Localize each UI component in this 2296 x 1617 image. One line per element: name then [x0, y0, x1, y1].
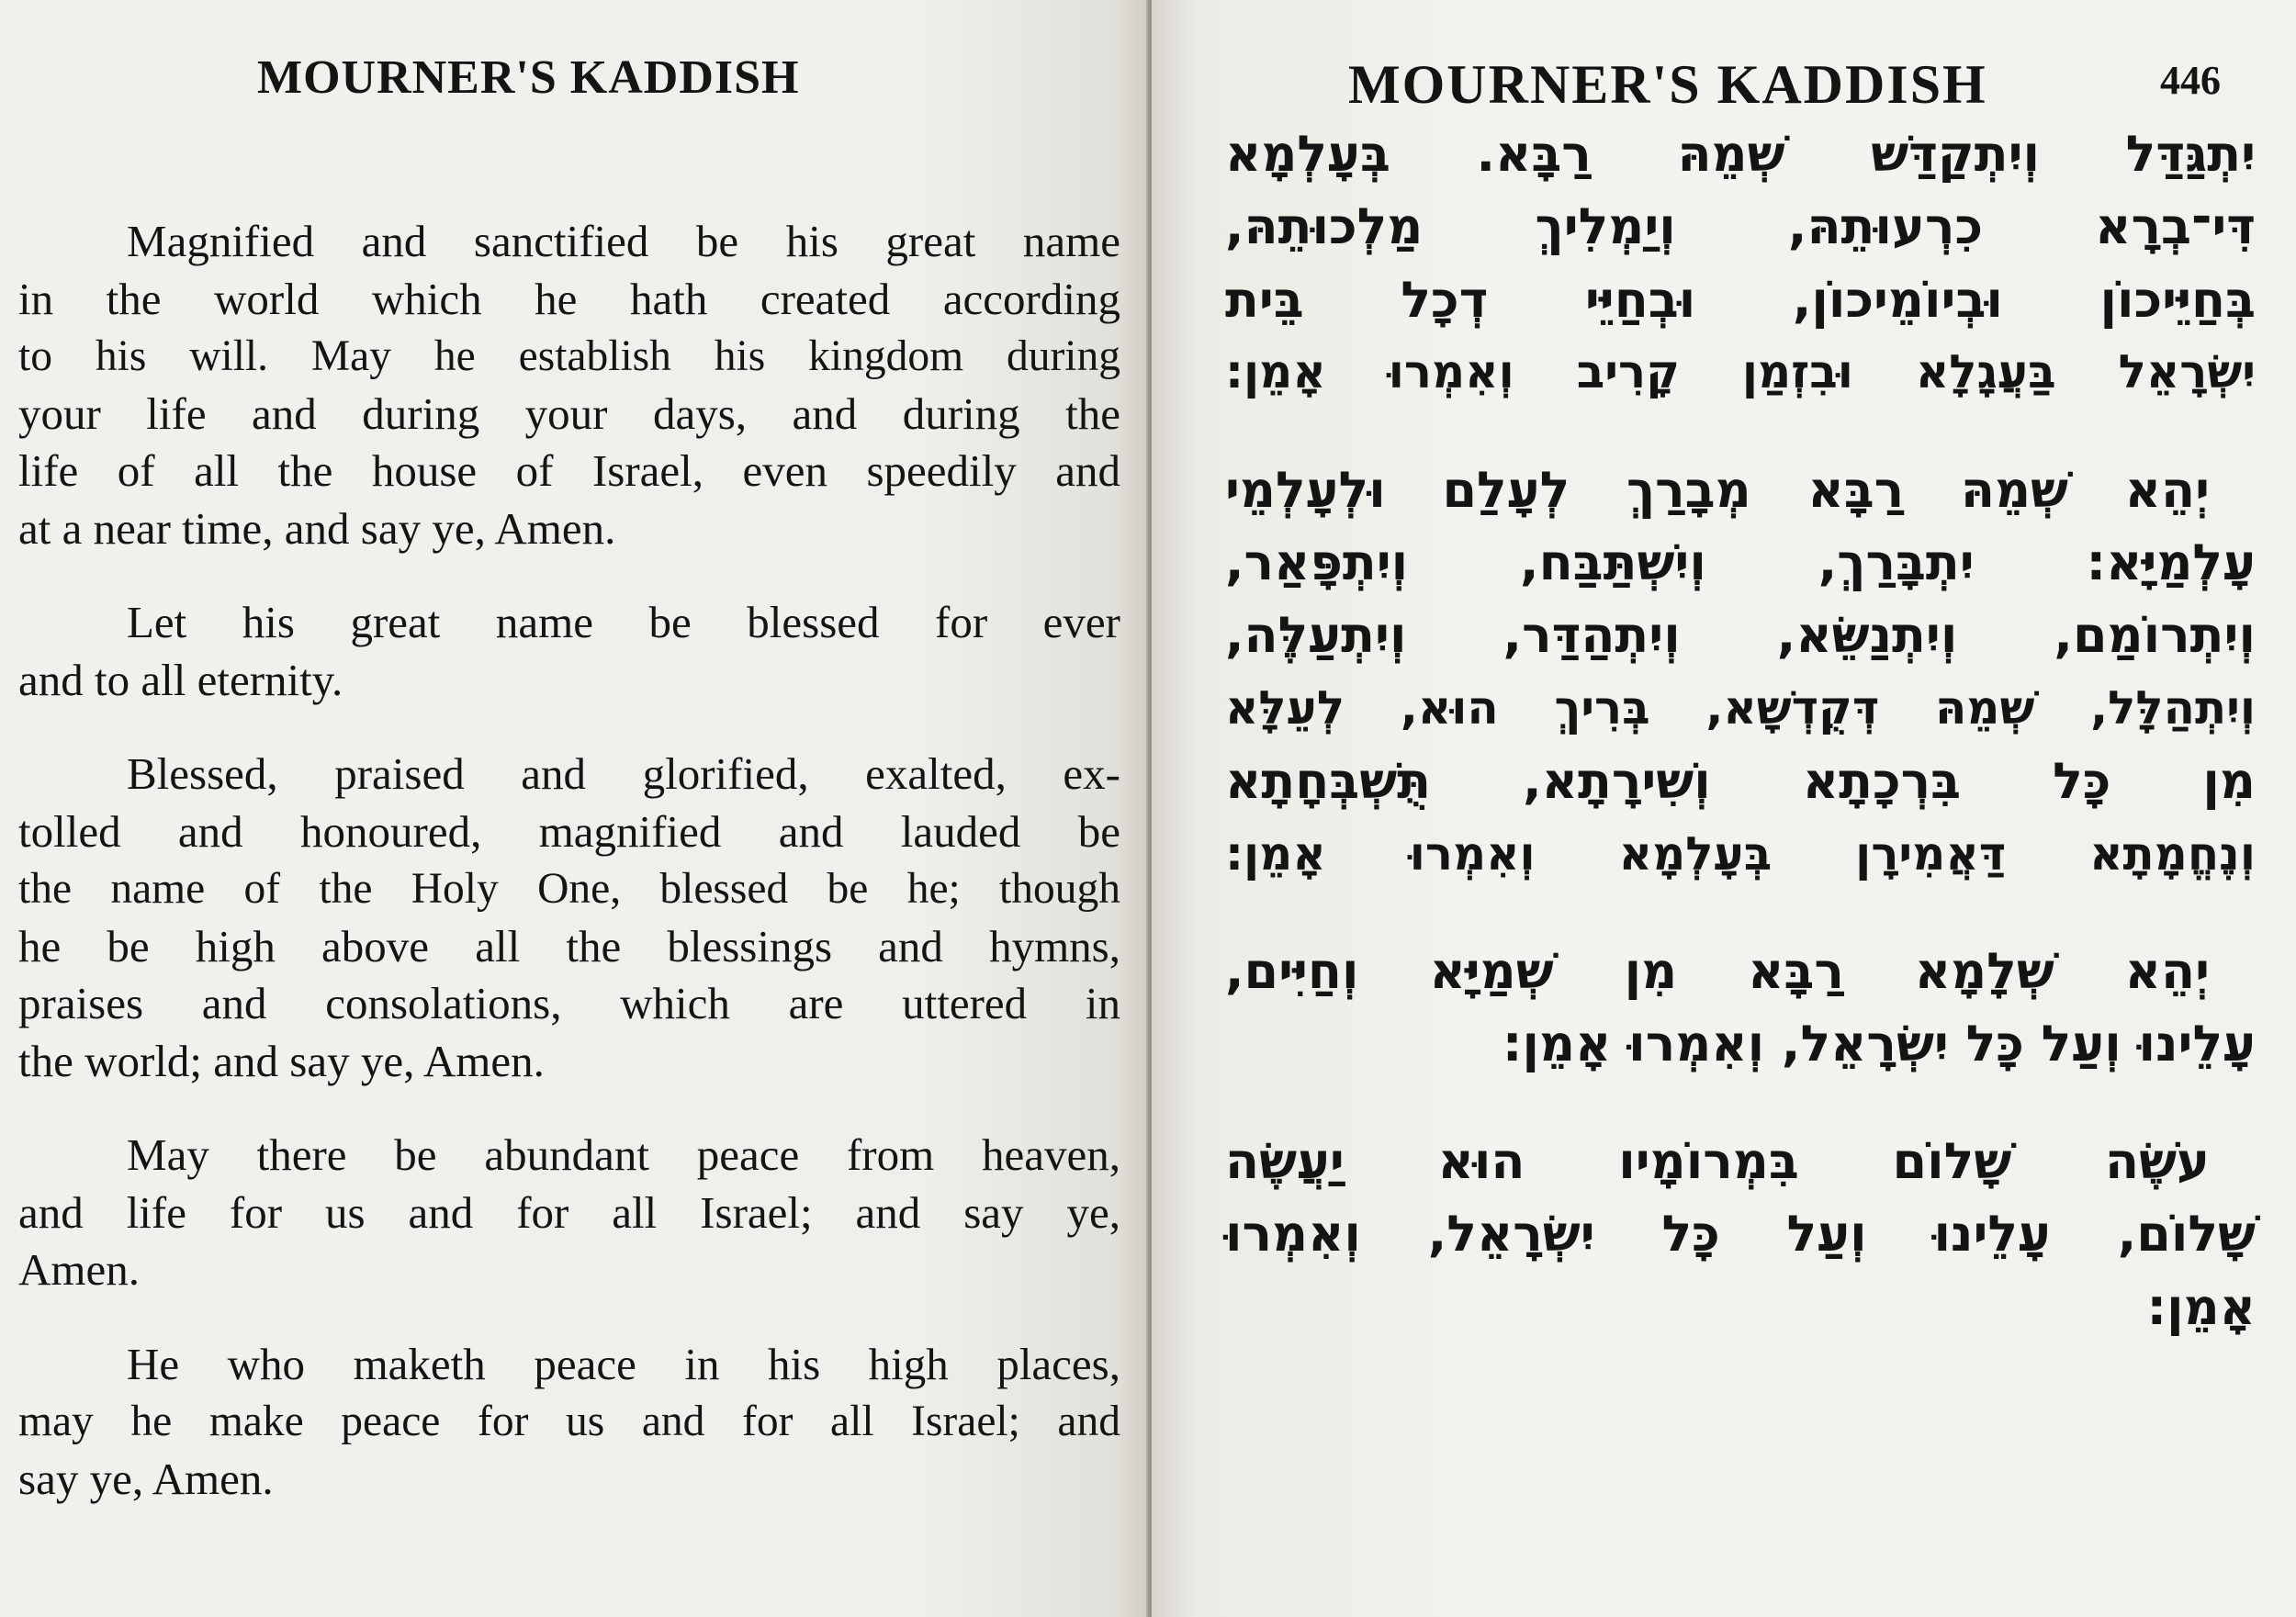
text-line: Let his great name be blessed for ever — [127, 597, 1120, 647]
text-line: יִשְׂרָאֵל בַּעֲגָלָא וּבִזְמַן קָרִיב וְאִמְרוּ אָמֵן: — [1225, 345, 2256, 399]
hebrew-paragraph-4 — [1225, 1125, 2256, 1343]
text-line: שָׁלוֹם, עָלֵינוּ וְעַל כָּל יִשְׂרָאֵל, וְאִמְרוּ — [1225, 1205, 2256, 1263]
hebrew-page-running-head: MOURNER'S KADDISH — [1348, 54, 1987, 115]
text-line: tolled and honoured, magnified and lauded be — [18, 805, 1120, 857]
text-line: say ye, Amen. — [18, 1453, 274, 1504]
hebrew-paragraph-2 — [1225, 454, 2256, 891]
text-line: life of all the house of Israel, even speedily and — [18, 445, 1120, 496]
english-paragraph-3 — [18, 746, 1120, 1090]
text-line: the name of the Holy One, blessed be he; though — [18, 865, 1120, 913]
text-line: your life and during your days, and during the — [18, 387, 1120, 439]
text-line: to his will. May he establish his kingdom during — [18, 332, 1120, 380]
text-line: at a near time, and say ye, Amen. — [18, 502, 616, 554]
english-paragraph-2 — [18, 594, 1120, 709]
text-line: יְהֵא שְׁמֵהּ רַבָּא מְבָרַךְ לְעָלַם וּלְעָלְמֵי — [1225, 460, 2210, 519]
english-paragraph-4 — [18, 1127, 1120, 1299]
english-paragraph-5 — [18, 1336, 1120, 1509]
english-paragraph-1 — [18, 213, 1120, 557]
text-line: He who maketh peace in his high places, — [127, 1338, 1120, 1389]
hebrew-paragraph-1 — [1225, 118, 2256, 410]
text-line: עָלְמַיָּא: יִתְבָּרַךְ, וְיִשְׁתַּבַּח, וְיִתְפָּאַר, — [1225, 533, 2256, 592]
hebrew-text — [1225, 118, 2256, 1343]
text-line: and life for us and for all Israel; and say ye, — [18, 1186, 1120, 1238]
text-line: יִתְגַּדַּל וְיִתְקַדַּשׁ שְׁמֵהּ רַבָּא. בְּעָלְמָא — [1225, 125, 2256, 183]
text-line: Magnified and sanctified be his great name — [127, 216, 1120, 266]
text-line: Blessed, praised and glorified, exalted, ex- — [127, 748, 1120, 799]
hebrew-page — [1152, 0, 2296, 1617]
english-running-head: MOURNER'S KADDISH — [257, 51, 800, 104]
text-line: אָמֵן: — [2146, 1277, 2256, 1336]
text-line: עָלֵינוּ וְעַל כָּל יִשְׂרָאֵל, וְאִמְרוּ אָמֵן: — [1502, 1015, 2256, 1073]
text-line: in the world which he hath created according — [18, 273, 1120, 324]
text-line: may he make peace for us and for all Israel; and — [18, 1398, 1120, 1445]
hebrew-paragraph-3 — [1225, 935, 2256, 1081]
english-text — [18, 213, 1120, 1508]
text-line: וְיִתְרוֹמַם, וְיִתְנַשֵּׂא, וְיִתְהַדַּר, וְיִתְעַלֶּה, — [1225, 606, 2256, 665]
text-line: the world; and say ye, Amen. — [18, 1035, 545, 1086]
text-line: and to all eternity. — [18, 654, 343, 705]
text-line: דִּי־בְרָא כִרְעוּתֵהּ, וְיַמְלִיךְ מַלְכוּתֵהּ, — [1225, 197, 2256, 256]
text-line: praises and consolations, which are uttered in — [18, 978, 1120, 1028]
text-line: וְנֶחֱמָתָא דַּאֲמִירָן בְּעָלְמָא וְאִמְרוּ אָמֵן: — [1225, 826, 2256, 881]
text-line: יְהֵא שְׁלָמָא רַבָּא מִן שְׁמַיָּא וְחַיִּים, — [1225, 942, 2210, 1001]
text-line: וְיִתְהַלָּל, שְׁמֵהּ דְּקֻדְשָׁא, בְּרִיךְ הוּא, לְעֵלָּא — [1225, 680, 2256, 735]
text-line: מִן כָּל בִּרְכָתָא וְשִׁירָתָא, תֻּשְׁבְּחָתָא — [1225, 752, 2256, 811]
text-line: עֹשֶׂה שָׁלוֹם בִּמְרוֹמָיו הוּא יַעֲשֶׂה — [1225, 1131, 2210, 1190]
text-line: May there be abundant peace from heaven, — [127, 1129, 1120, 1180]
text-line: Amen. — [18, 1244, 140, 1295]
page-number: 446 — [2160, 58, 2221, 103]
text-line: בְּחַיֵּיכוֹן וּבְיוֹמֵיכוֹן, וּבְחַיֵּי דְכָל בֵּית — [1225, 270, 2256, 329]
text-line: he be high above all the blessings and hymns, — [18, 920, 1120, 971]
